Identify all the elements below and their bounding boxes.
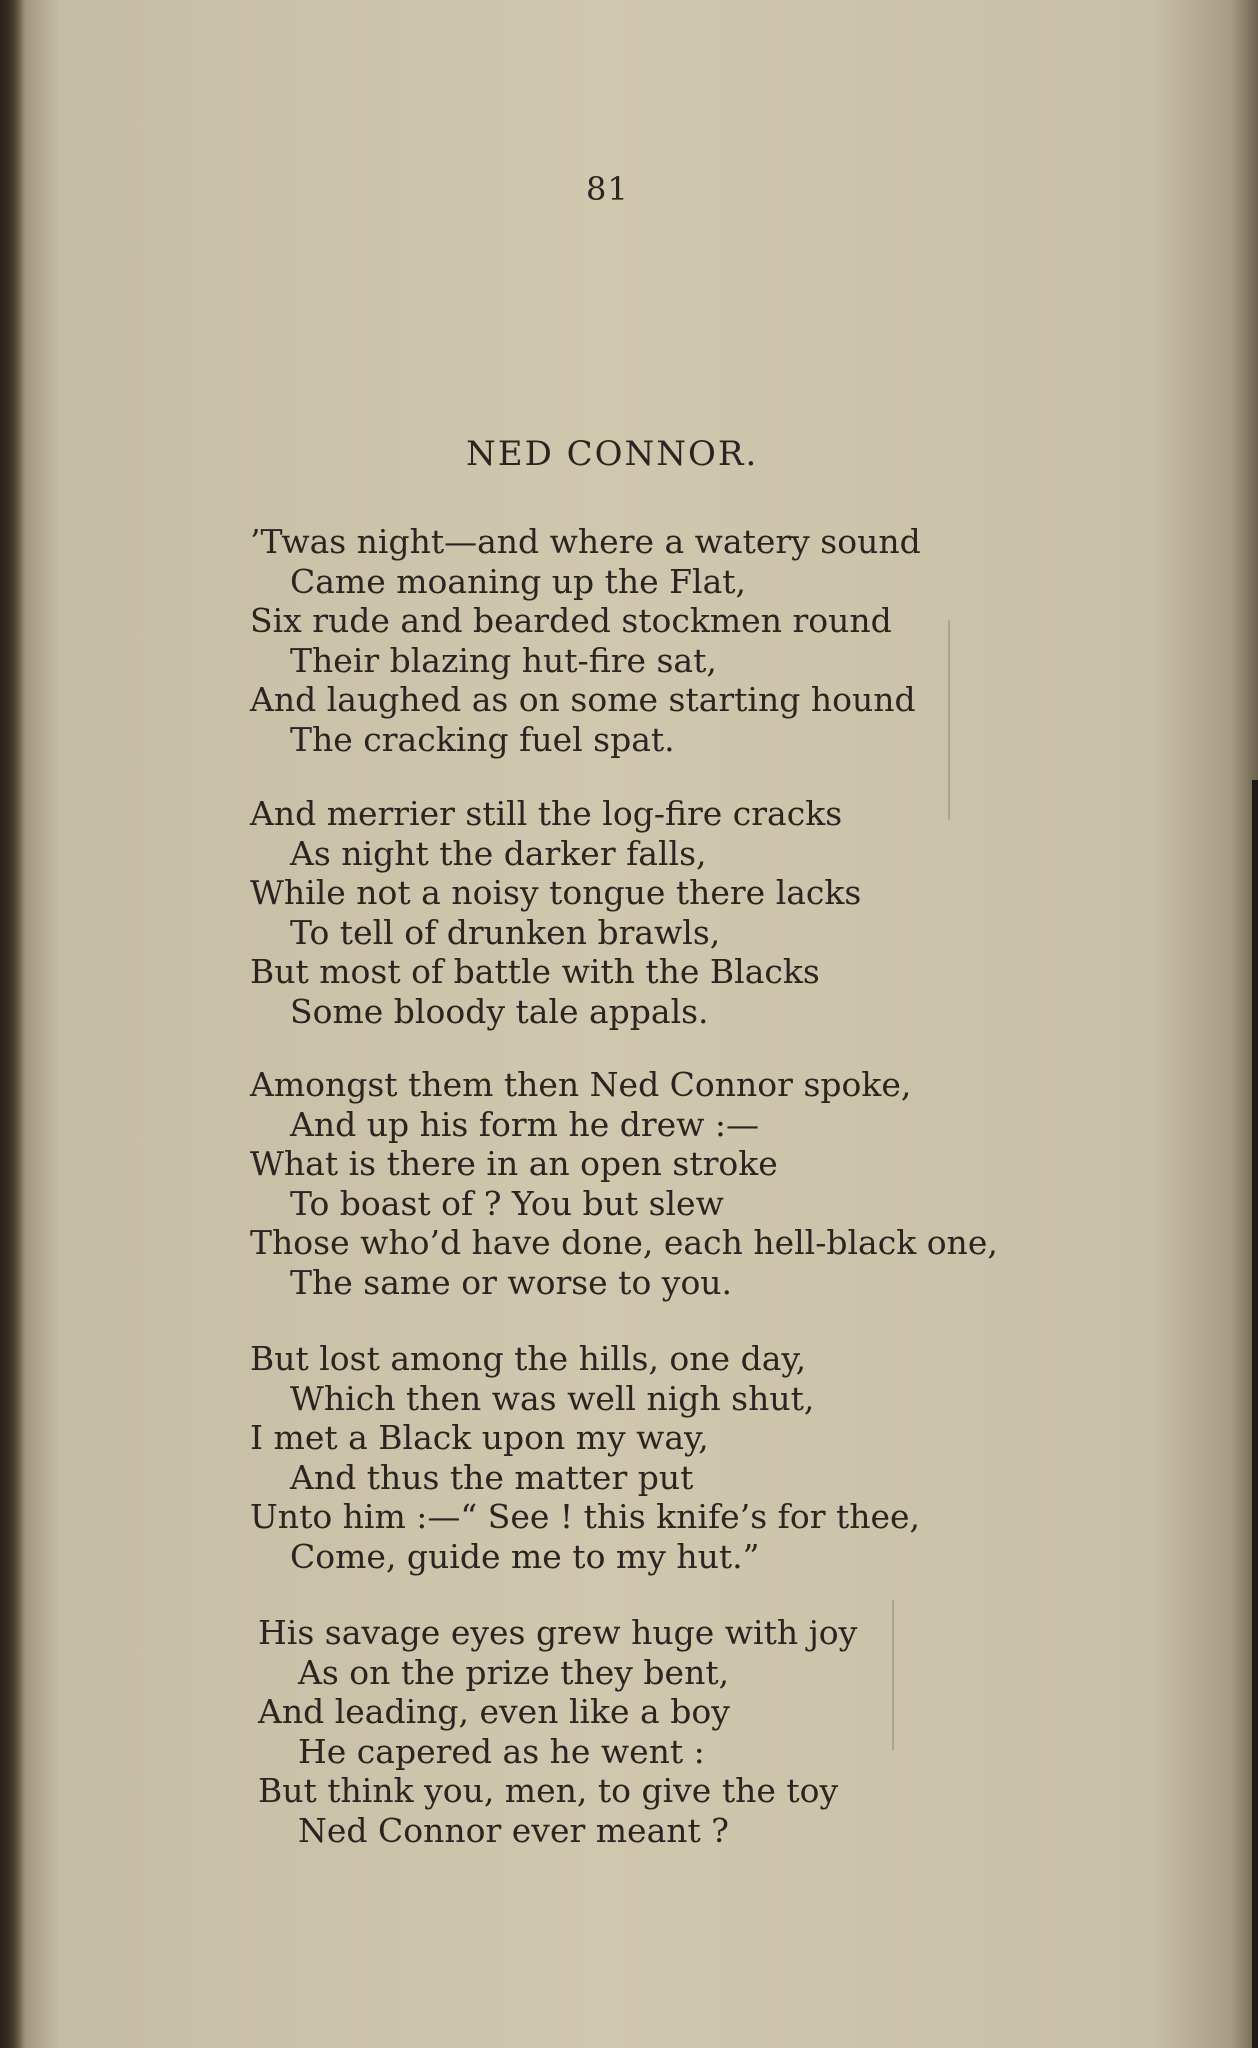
poem-line: What is there in an open stroke	[250, 1144, 778, 1183]
poem-title: NED CONNOR.	[466, 434, 759, 474]
poem-line: And laughed as on some starting hound	[250, 680, 916, 719]
poem-line: Came moaning up the Flat,	[290, 561, 747, 601]
page-edge	[1252, 780, 1258, 2048]
spine-shadow	[0, 0, 26, 2048]
poem-line: Unto him :—“ See ! this knife’s for thee,	[250, 1497, 921, 1536]
poem-line: Which then was well nigh shut,	[290, 1378, 815, 1418]
poem-line: I met a Black upon my way,	[250, 1418, 709, 1457]
poem-line: The same or worse to you.	[290, 1262, 733, 1302]
stanza	[258, 1613, 1018, 1850]
poem-line: Amongst them then Ned Connor spoke,	[250, 1065, 912, 1104]
poem-line: And merrier still the log-fire cracks	[250, 794, 843, 833]
poem-line: The cracking fuel spat.	[290, 719, 675, 759]
poem-line: To tell of drunken brawls,	[290, 912, 721, 952]
poem-line: Come, guide me to my hut.”	[290, 1536, 760, 1576]
page-number: 81	[586, 170, 629, 208]
poem-line: But lost among the hills, one day,	[250, 1339, 807, 1378]
poem-line: But most of battle with the Blacks	[250, 952, 820, 991]
poem-line: But think you, men, to give the toy	[258, 1771, 839, 1810]
poem-line: As night the darker falls,	[290, 833, 707, 873]
poem-line: His savage eyes grew huge with joy	[258, 1613, 858, 1652]
poem-line: And leading, even like a boy	[258, 1692, 730, 1731]
stanza	[250, 522, 1010, 759]
poem-line: Some bloody tale appals.	[290, 991, 709, 1031]
poem-line: Their blazing hut-fire sat,	[290, 640, 717, 680]
poem-line: Those who’d have done, each hell-black one,	[250, 1223, 998, 1262]
poem-line: He capered as he went :	[298, 1731, 705, 1771]
poem-line: While not a noisy tongue there lacks	[250, 873, 862, 912]
stanza	[250, 1339, 1010, 1576]
poem-line: And thus the matter put	[290, 1457, 694, 1497]
poem-line: Six rude and bearded stockmen round	[250, 601, 892, 640]
poem-line: To boast of ? You but slew	[290, 1183, 724, 1223]
poem-line: As on the prize they bent,	[298, 1652, 730, 1692]
stanza	[250, 1065, 1010, 1302]
poem-line: And up his form he drew :—	[290, 1104, 759, 1144]
poem-line: ’Twas night—and where a watery sound	[250, 522, 921, 561]
stanza	[250, 794, 1010, 1031]
poem-line: Ned Connor ever meant ?	[298, 1810, 729, 1850]
